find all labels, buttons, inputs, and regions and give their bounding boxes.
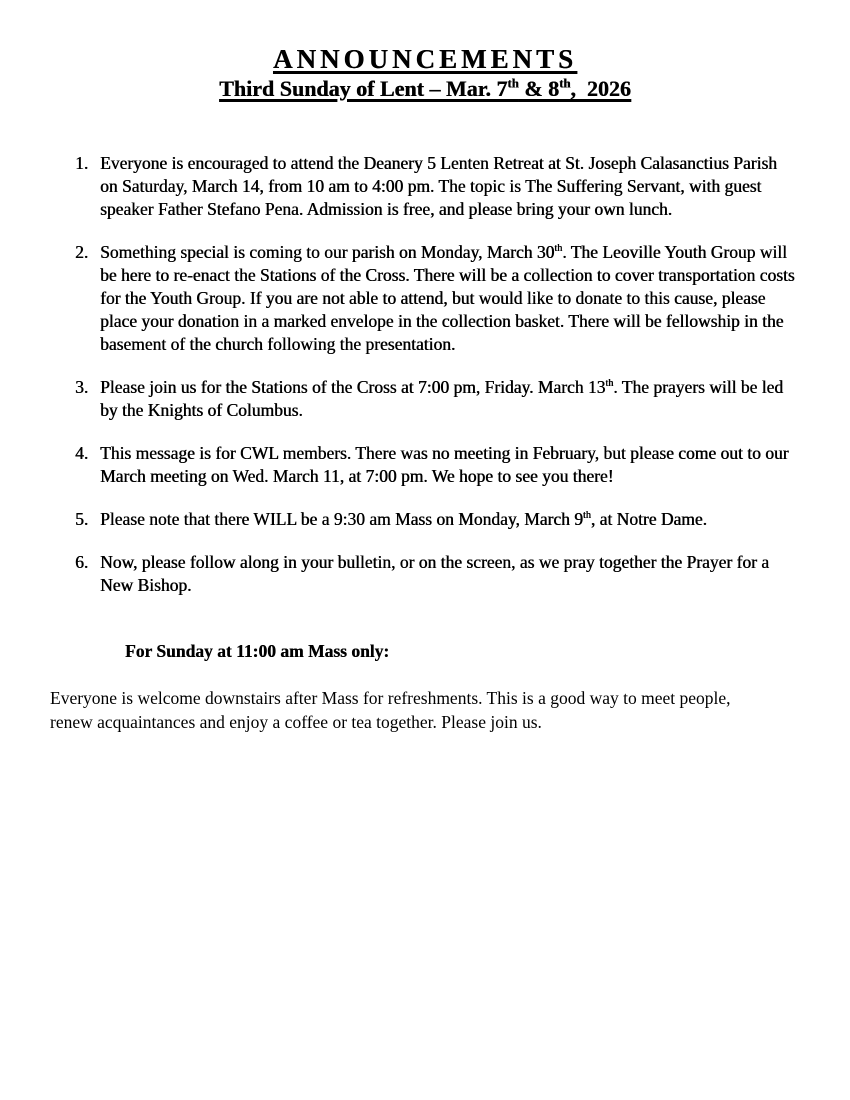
announcement-item (75, 152, 850, 221)
text-segment: , 2026 (570, 76, 631, 101)
text-segment: Please note that there WILL be a 9:30 am Mass on Monday, March 9 (100, 509, 583, 529)
item-text (100, 508, 797, 531)
text-segment: Something special is coming to our parish on Monday, March 30 (100, 242, 555, 262)
text-segment: Please join us for the Stations of the Cross at 7:00 pm, Friday. March 13 (100, 377, 606, 397)
superscript-text: th (507, 76, 519, 91)
item-number: 4. (75, 443, 89, 463)
item-text (100, 376, 797, 422)
item-text (100, 241, 797, 356)
welcome-paragraph: Everyone is welcome downstairs after Mass for refreshments. This is a good way to meet people, renew acquaintances and enjoy a coffee or tea together. Please join us. (50, 688, 731, 732)
text-segment: . The Leoville Youth Group will be here to re-enact the Stations of the Cross. There will be a collection to cover transportation costs for the Youth Group. If you are not able to attend, but would like to donate to this cause, please place your donation in a marked envelope in the collection basket. There will be fellowship in the basement of the church following the presentation. (100, 242, 795, 354)
superscript-text: th (554, 243, 563, 255)
item-number: 5. (75, 509, 89, 529)
text-segment: Now, please follow along in your bulletin, or on the screen, as we pray together the Prayer for a New Bishop. (100, 552, 769, 595)
announcement-item (75, 376, 850, 422)
announcement-list (0, 152, 850, 597)
doc-header (0, 0, 850, 102)
item-number: 2. (75, 242, 89, 262)
item-text (100, 442, 797, 488)
announcement-item (75, 442, 850, 488)
announcement-item (75, 551, 850, 597)
item-number: 1. (75, 153, 89, 173)
announcement-item (75, 241, 850, 356)
announcement-item (75, 508, 850, 531)
text-segment: & 8 (518, 76, 560, 101)
superscript-text: th (605, 378, 614, 390)
item-number: 6. (75, 552, 89, 572)
superscript-text: th (582, 510, 591, 522)
page-title: ANNOUNCEMENTS (272, 44, 578, 74)
page-subtitle (0, 76, 850, 102)
text-segment: This message is for CWL members. There was no meeting in February, but please come out to our March meeting on Wed. March 11, at 7:00 pm. We hope to see you there! (100, 443, 789, 486)
item-number: 3. (75, 377, 89, 397)
text-segment: , at Notre Dame. (590, 509, 707, 529)
text-segment: . The prayers will be led by the Knights of Columbus. (100, 377, 783, 420)
sunday-mass-heading: For Sunday at 11:00 am Mass only: (125, 641, 390, 661)
item-text (100, 152, 797, 221)
text-segment: Third Sunday of Lent – Mar. 7 (219, 76, 508, 101)
superscript-text: th (559, 76, 571, 91)
text-segment: Everyone is encouraged to attend the Deanery 5 Lenten Retreat at St. Joseph Calasanctius Parish on Saturday, March 14, from 10 am to 4:00 pm. The topic is The Suffering Servant, with guest speaker Father Stefano Pena. Admission is free, and please bring your own lunch. (100, 153, 777, 219)
item-text (100, 551, 797, 597)
